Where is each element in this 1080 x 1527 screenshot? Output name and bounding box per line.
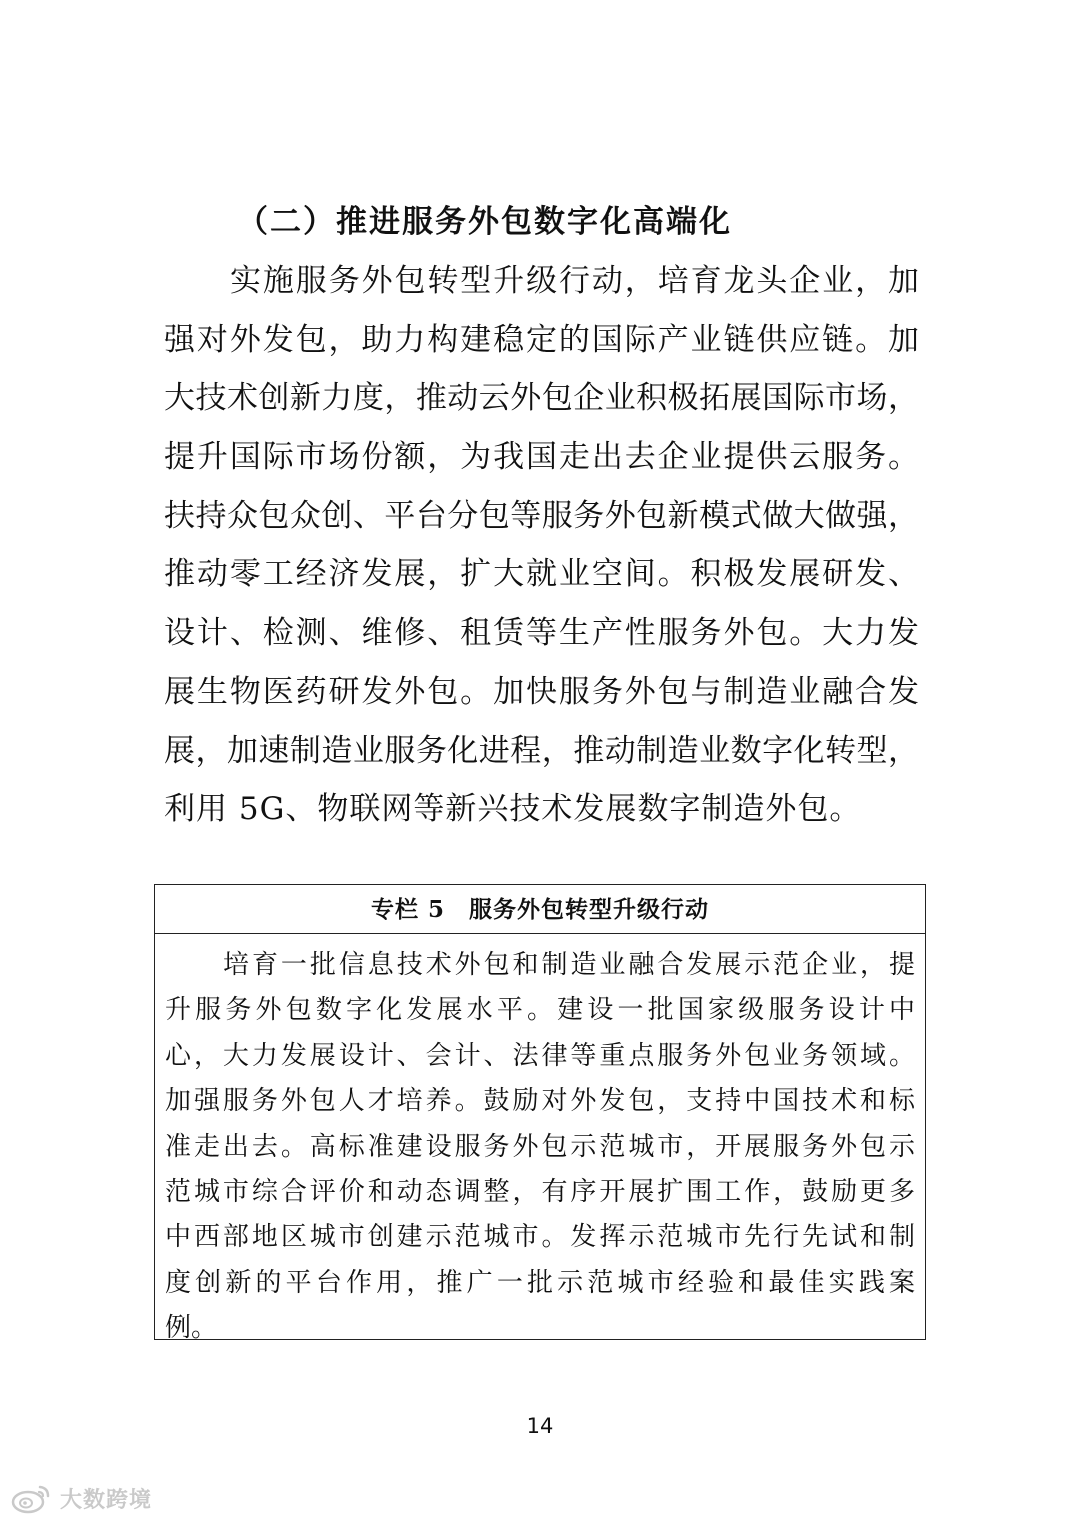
body-line: 利用 5G、物联网等新兴技术发展数字制造外包。 [164,791,862,828]
column-box-line: 度创新的平台作用，推广一批示范城市经验和最佳实践案 [165,1267,915,1298]
body-line: 强对外发包，助力构建稳定的国际产业链供应链。加 [164,321,919,358]
body-line: 设计、检测、维修、租赁等生产性服务外包。大力发 [164,615,919,652]
body-line: 提升国际市场份额，为我国走出去企业提供云服务。 [164,439,919,476]
body-line: 展，加速制造业服务化进程，推动制造业数字化转型， [164,732,919,769]
column-box [154,884,926,1344]
column-box-line: 升服务外包数字化发展水平。建设一批国家级服务设计中 [165,995,915,1026]
column-box-line: 例。 [165,1313,218,1344]
body-line: 推动零工经济发展，扩大就业空间。积极发展研发、 [164,556,919,593]
body-line: 大技术创新力度，推动云外包企业积极拓展国际市场， [164,380,919,417]
column-box-line: 准走出去。高标准建设服务外包示范城市，开展服务外包示 [165,1131,915,1162]
section-heading: （二）推进服务外包数字化高端化 [237,204,732,240]
column-box-title: 专栏 5 服务外包转型升级行动 [155,885,925,934]
watermark [10,1476,152,1520]
body-line: 扶持众包众创、平台分包等服务外包新模式做大做强， [164,497,919,534]
page-number: 14 [526,1414,554,1438]
body-line: 展生物医药研发外包。加快服务外包与制造业融合发 [164,673,919,710]
column-box-line: 培育一批信息技术外包和制造业融合发展示范企业，提 [223,950,915,980]
column-box-line: 加强服务外包人才培养。鼓励对外发包，支持中国技术和标 [165,1086,915,1117]
body-line: 实施服务外包转型升级行动，培育龙头企业，加 [230,263,919,299]
column-box-body [165,943,915,1352]
body-paragraph [164,252,919,839]
column-box-line: 心，大力发展设计、会计、法律等重点服务外包业务领域。 [165,1040,915,1071]
column-box-line: 中西部地区城市创建示范城市。发挥示范城市先行先试和制 [165,1222,915,1253]
watermark-text: 大数跨境 [60,1487,153,1513]
column-box-line: 范城市综合评价和动态调整，有序开展扩围工作，鼓励更多 [165,1176,915,1207]
weibo-logo-icon [10,1481,54,1515]
